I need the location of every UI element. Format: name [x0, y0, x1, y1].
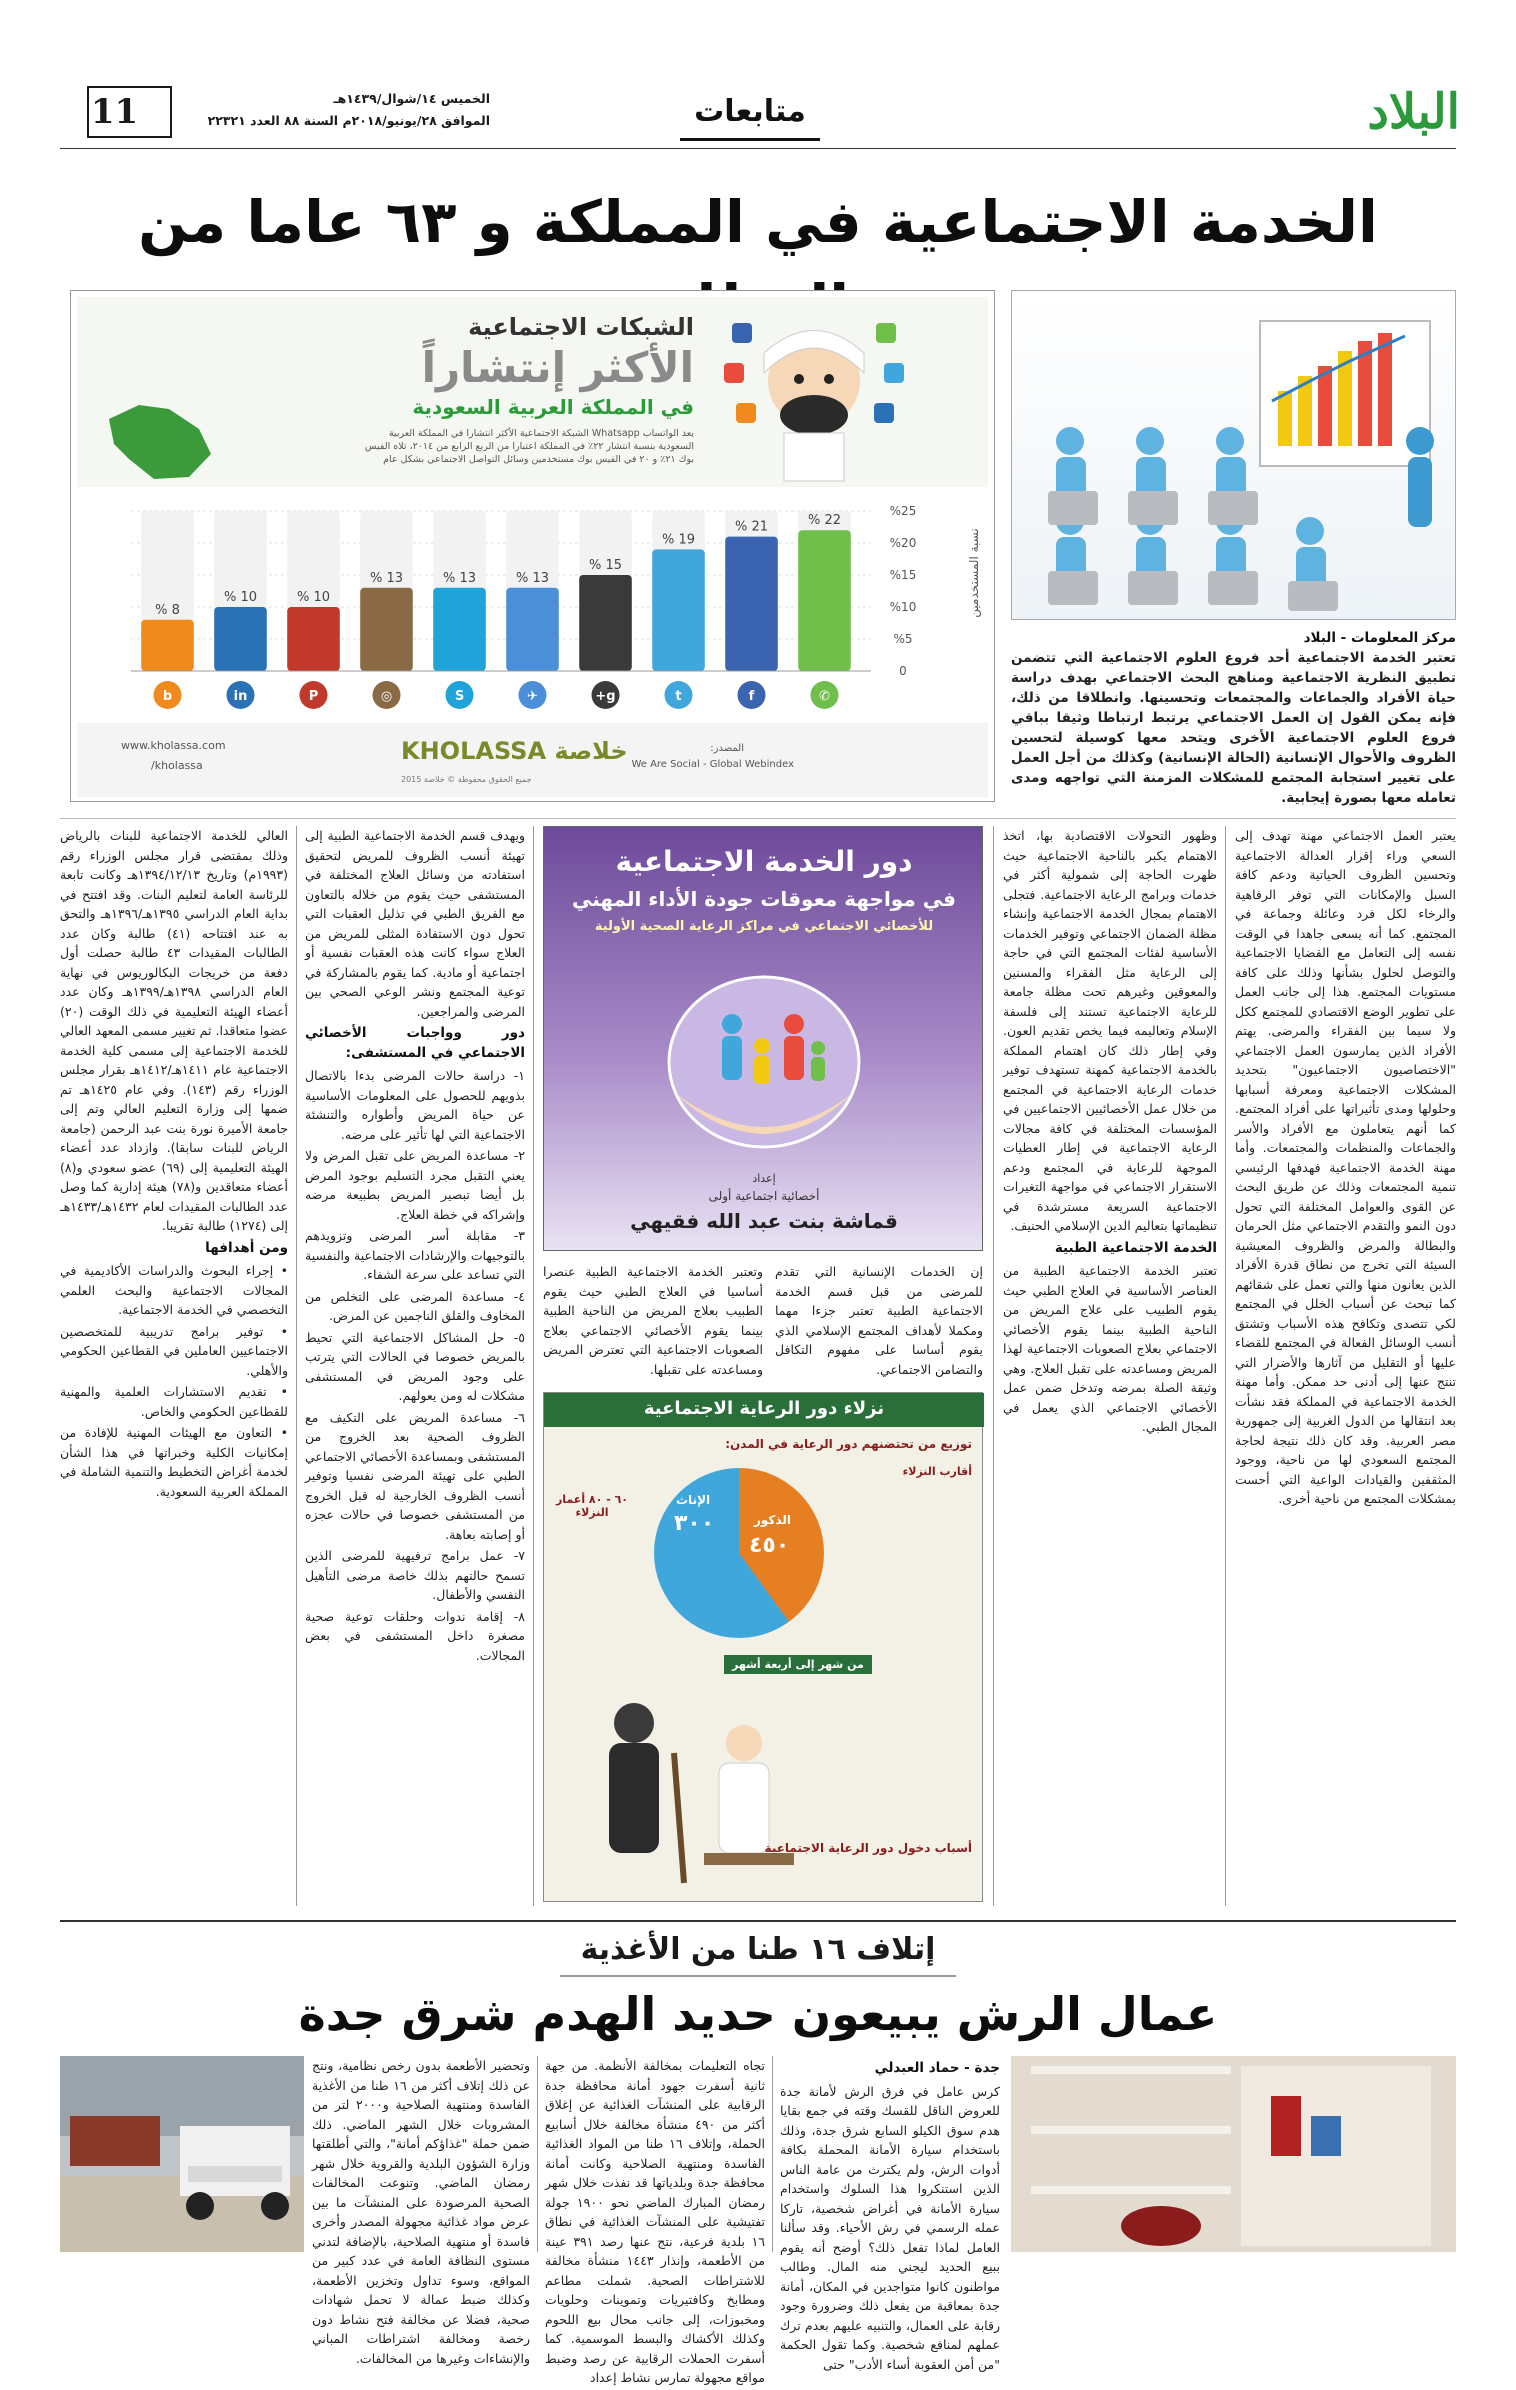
- divider-2: [993, 826, 994, 1906]
- main-byline: مركز المعلومات - البلاد: [1303, 630, 1456, 646]
- chart-data-label: 22 %: [807, 513, 842, 529]
- chart-data-label: 13 %: [369, 570, 404, 586]
- duty-item: ٦- مساعدة المريض على التكيف مع الظروف الصحية بعد الخروج من المستشفى وبمساعدة الأخصائي الاجتماعي الطبي على تهيئة المرضى نفسيا وتوفير أنسب الظروف الخارجية له قبل الخروج من المستشفى خصوصا في حالات عجزه أو إصابته بعاهة.: [305, 1409, 525, 1542]
- issue-date-line2: الموافق ٢٨/يونيو/٢٠١٨م السنة ٨٨ العدد ٢٢٣٢١: [207, 113, 490, 128]
- chart-y-tick: 0: [899, 664, 907, 678]
- medical-subhead: الخدمة الاجتماعية الطبية: [1054, 1239, 1217, 1256]
- chart-icon-glyph: P: [308, 689, 319, 704]
- chart-bar-twitter: [652, 549, 705, 671]
- main-col-5: [60, 826, 288, 1503]
- main-col-4: [305, 826, 525, 1667]
- second-col-2-text: تجاه التعليمات بمخالفة الأنظمة. من جهة ثانية أسفرت جهود أمانة محافظة جدة الرقابية على المنشآت الغذائية عن إغلاق أكثر من ٤٩٠ منشأة مخالفة خلال أسابيع الحملة، وإتلاف ١٦ طنا من المواد الغذائية الفاسدة ومنتهية الصلاحية وكانت أمانة محافظة جدة وبلدياتها قد نفذت خلال شهر رمضان المبارك الماضي نحو ١٩٠٠ جولة تفتيشية على المنشآت الغذائية في نطاق ١٦ بلدية فرعية، نتج عنها رصد ٣٩١ عينة من الأطعمة، وإنذار ١٤٤٣ منشأة مخالفة للاشتراطات الصحية. شملت مطاعم ومطابخ وكافتيريات وتموينات وحلويات ومخبوزات، إلى جانب محال بيع اللحوم وكذلك الأكشاك والبسط الموسمية. كما أسفرت الحملات الرقابية عن رصد وضبط مواقع مجهولة تمارس نشاط إعداد: [545, 2058, 766, 2385]
- infographic-title-2: الأكثر إنتشاراً: [421, 343, 694, 392]
- chart-y-tick: %15: [889, 568, 917, 582]
- main-col-2-text: وظهور التحولات الاقتصادية بها، اتخذ الاهتمام يكبر بالناحية الاجتماعية حيث ظهرت الحاجة إلى شمولية أكثر في خدمات وبرامج الرعاية الاجتماعية. فتجلى الاهتمام بمجال الخدمة الاجتماعية وإنشاء مظلة الضمان الاجتماعي وتوفير الخدمات الأساسية لفئات المجتمع التي في حاجة إلى الرعاية مثل الفقراء والمسنين والمعوقين وغيرهم تحت مظلة جامعة للرعاية الاجتماعية تستند إلى فلسفة الإسلام وتعاليمه فيما يخص تقديم العون. وفي إطار ذلك كان اهتمام المملكة بالخدمة الاجتماعية كمهنة تستهدف توفير خدمات الرعاية الاجتماعية في المجتمع من خلال عمل الأخصائيين الاجتماعيين في المؤسسات المختلفة في كافة مجالات الرعاية الاجتماعية في إطار العطيات الموجهة للرعاية في المجتمع ودعم الاستقرار الاجتماعي في مواجهة التغيرات الاجتماعية السريعة مسترشدة في تنظيماتها بتعاليم الدين الإسلامي الحنيف.: [1003, 828, 1217, 1233]
- chart-bar-pinterest: [287, 607, 340, 671]
- book-prep-label: إعداد: [752, 1172, 776, 1185]
- second-col-3: [312, 2056, 530, 2370]
- duty-item: ١- دراسة حالات المرضى بدءا بالاتصال بذويهم للحصول على المعلومات الأساسية عن حياة المريض وأطواره والتنشئة الاجتماعية التي لها تأثير على مرضه.: [305, 1068, 525, 1142]
- infographic-title-1: الشبكات الاجتماعية: [468, 313, 694, 341]
- chart-icon-glyph: f: [748, 689, 755, 704]
- chart-data-label: 15 %: [588, 558, 623, 573]
- book-title-3: للأخصائي الاجتماعي في مراكز الرعاية الصحية الأولية: [594, 919, 934, 934]
- second-kicker-rule: [560, 1975, 956, 1977]
- divider-1: [1225, 826, 1226, 1906]
- chart-icon-glyph: ◎: [380, 689, 393, 704]
- chart-bar-google-: [579, 575, 632, 671]
- main-headline: الخدمة الاجتماعية في المملكة و ٦٣ عاما من: [138, 188, 1378, 256]
- care-males-value: ٤٥٠: [749, 1533, 790, 1558]
- duty-item: ٥- حل المشاكل الاجتماعية التي تحيط بالمريض خصوصا في الحالات التي يترتب على وجود المريض في المستشفى مشكلات له ومن يعولهم.: [305, 1329, 525, 1403]
- presentation-photo: [1011, 290, 1456, 620]
- chart-data-label: 19 %: [661, 532, 696, 548]
- care-subtitle: توزيع من تحتضنهم دور الرعاية في المدن:: [725, 1437, 972, 1451]
- chart-data-label: 13 %: [515, 570, 550, 586]
- section-title: متابعات: [694, 94, 806, 129]
- chart-icon-glyph: in: [233, 689, 248, 704]
- goal-item-text: التعاون مع الهيئات المهنية للإفادة من إمكانيات الكلية وخبراتها في هذا الشأن لخدمة أغراض التخطيط والتنمية الشاملة في المملكة العربية السعودية.: [60, 1425, 288, 1499]
- chart-icon-glyph: ✈: [527, 689, 538, 704]
- divider-4: [296, 826, 297, 1906]
- goal-item-text: إجراء البحوث والدراسات الأكاديمية في المجالات الاجتماعية والبحث العلمي التخصصي في الخدمة الاجتماعية.: [60, 1263, 288, 1317]
- truck-illustration: [60, 2056, 304, 2252]
- goal-item: • توفير برامج تدريبية للمتخصصين الاجتماعيين العاملين في القطاعين الحكومي والأهلي.: [60, 1323, 288, 1378]
- goal-item: • إجراء البحوث والدراسات الأكاديمية في المجالات الاجتماعية والبحث العلمي التخصصي في الخدمة الاجتماعية.: [60, 1263, 288, 1317]
- chart-icon-glyph: S: [454, 689, 465, 704]
- goal-item-text: تقديم الاستشارات العلمية والمهنية للقطاعين الحكومي والخاص.: [60, 1384, 288, 1419]
- main-col-4-text: ويهدف قسم الخدمة الاجتماعية الطبية إلى تهيئة أنسب الظروف للمريض لتحقيق استفادته من وسائل العلاج المختلفة في المستشفى حيث يقوم من خلاله بالتعاون مع الفريق الطبي في تذليل العقبات التي تحول دون الاستفادة المثلى للمريض من العلاج سواء كانت هذه العقبات نفسية أو اجتماعية أو مادية. كما يقوم بالمشاركة في توعية المجتمع ونشر الوعي الصحي بين المرضى والمراجعين.: [305, 828, 525, 1019]
- page-number: 11: [90, 92, 139, 132]
- goals-subhead: ومن أهدافها: [205, 1239, 288, 1256]
- chart-bar-messenger: [506, 588, 559, 671]
- infographic-website: www.kholassa.com: [121, 739, 226, 752]
- care-males-label: الذكور: [754, 1513, 791, 1527]
- storage-photo: [1011, 2056, 1456, 2252]
- chart-icon-glyph: b: [162, 689, 173, 704]
- issue-date: [170, 88, 490, 132]
- presentation-illustration: [1010, 291, 1455, 621]
- duty-item: ٤- مساعدة المرضى على التخلص من المخاوف والقلق الناجمين عن المرض.: [305, 1288, 525, 1323]
- second-byline: جدة - حماد العبدلي: [874, 2060, 1000, 2076]
- book-title-2: في مواجهة معوقات جودة الأداء المهني: [571, 887, 957, 911]
- second-kicker: إتلاف ١٦ طنا من الأغذية: [580, 1932, 936, 1967]
- care-females-value: ٣٠٠: [674, 1511, 715, 1536]
- chart-y-tick: %25: [889, 504, 917, 518]
- second-col-3-text: وتحضير الأطعمة بدون رخص نظامية، ونتج عن ذلك إتلاف أكثر من ١٦ طنا من الأغذية الفاسدة ومنتهية الصلاحية و٢٠٠٠ لتر من المشروبات خلال الشهر الماضي. ذلك ضمن حملة "غذاؤكم أمانة"، والتي أطلقتها وزارة الشؤون البلدية والقروية خلال شهر رمضان الماضي. وتنوعت المخالفات الصحية المرصودة على المنشآت ما بين عرض مواد غذائية مجهولة المصدر وأخرى فاسدة أو منتهية الصلاحية، بالإضافة لتدني مستوى النظافة العامة في عدد كبير من المواقع، وسوء تداول وتخزين الأطعمة، وكذلك ضبط عمالة لا تحمل شهادات صحية، فضلا عن مخالفة فتح نشاط دون رخصة ومخالفة اشتراطات المباني والإنشاءات وغيرها من المخالفات.: [312, 2058, 530, 2366]
- book-title-1: دور الخدمة الاجتماعية: [615, 845, 913, 878]
- goal-item: • تقديم الاستشارات العلمية والمهنية للقطاعين الحكومي والخاص.: [60, 1384, 288, 1419]
- main-col-2-text-b: تعتبر الخدمة الاجتماعية الطبية من العناصر الأساسية في العلاج الطبي حيث يقوم الطبيب على علاج المريض من الناحية الطبية بينما يقوم الأخصائي الاجتماعي بعلاج الصعوبات الاجتماعية لهذا المريض ومساعدته على تقبل العلاج. وهي وثيقة الصلة بمرضه وتدخل ضمن عمل الأخصائي الاجتماعي الذي يعمل في المجال الطبي.: [1003, 1263, 1217, 1434]
- chart-bar-whatsapp: [798, 530, 851, 671]
- elderly-illustration: [564, 1683, 824, 1893]
- care-relatives-label: أقارب النزلاء: [902, 1465, 972, 1478]
- infographic-copyright: جميع الحقوق محفوظة © خلاصة 2015: [401, 775, 532, 784]
- chart-data-label: 13 %: [442, 570, 477, 586]
- book-author: قماشة بنت عبد الله فقيهي: [630, 1209, 898, 1233]
- infographic-social-handle: /kholassa: [151, 759, 203, 772]
- chart-bar-instagram: [360, 588, 413, 671]
- saudi-map: [99, 399, 219, 485]
- infographic-title-3: في المملكة العربية السعودية: [412, 395, 694, 419]
- section-rule-1: [60, 818, 1456, 819]
- second-col-1-text: كرس عامل في فرق الرش لأمانة جدة للعروض الناقل للقسك وقته في جمع بقايا هدم سوق الكيلو السابع شرق جدة، وذلك باستخدام سيارة الأمانة المحملة بكافة أدوات الرش، ولم يكترث من عامة الناس الذين استنكروا هذا السلوك واستخدام سيارة الأمانة في أغراض شخصية، تاركا عمله الرسمي في رش الأحياء. وقد سألنا العامل لماذا تفعل ذلك؟ أوضح أنه يقوم ببيع الحديد ليجني منه المال. وطالب مواطنون كانوا متواجدين في المكان، أمانة جدة بمعاقبة من يفعل ذلك وضرورة وجود رقابة على العمال، والتنبيه عليهم بعدم ترك عملهم لمنافع شخصية. وكما تقول الحكمة "من أمن العقوبة أساء الأدب" حتى: [780, 2083, 1000, 2372]
- chart-bar-facebook: [725, 537, 778, 671]
- chart-y-tick: %10: [889, 600, 917, 614]
- divider-6: [537, 2056, 538, 2252]
- infographic-description: يعد الواتساب Whatsapp الشبكة الاجتماعية الأكثر انتشارا في المملكة العربية السعودية بنسبة انتشار ٢٢٪ في المملكة اعتبارا من الربع الرابع من ٢٠١٤، تلاه الفيس بوك ٢١٪ و ٢٠ في الفيس بوك مستخدمين وسائل التواصل الاجتماعي بشكل عام: [364, 428, 694, 465]
- care-reasons-label: أسباب دخول دور الرعاية الاجتماعية: [764, 1841, 972, 1855]
- chart-axis-label: نسبة المستخدمين: [967, 528, 981, 618]
- truck-photo: [60, 2056, 304, 2252]
- storage-illustration: [1011, 2056, 1456, 2252]
- section-underline: [680, 138, 820, 141]
- goal-item: • التعاون مع الهيئات المهنية للإفادة من إمكانيات الكلية وخبراتها في هذا الشأن لخدمة أغراض التخطيط والتنمية الشاملة في المملكة العربية السعودية.: [60, 1425, 288, 1499]
- main-lead-text: تعتبر الخدمة الاجتماعية أحد فروع العلوم الاجتماعية التي تتضمن تطبيق النظرية الاجتماعية ومناهج البحث الاجتماعي بهدف دراسة حياة الأفراد والجماعات والمجتمعات وتحسينها. وانطلاقا من ذلك، فإنه يمكن القول إن العمل الاجتماعي يرتبط ارتباطا وثيقا بباقي فروع العلوم الاجتماعية الأخرى ويتحد معها كوسيلة لتحسين الظروف والأحوال الإنسانية (الحالة الإنسانية) وكذلك من أجل العمل على تغيير استجابة المجتمع للمشكلات المزمنة التي تواجهه ومدى تعامله معها بصورة إيجابية.: [1011, 650, 1456, 806]
- masthead-rule: [60, 148, 1456, 149]
- chart-data-label: 10 %: [223, 590, 258, 605]
- duties-subhead: دور وواجبات الأخصائي الاجتماعي في المستشفى:: [305, 1025, 525, 1061]
- second-col-2: [545, 2056, 765, 2390]
- duty-item: ٨- إقامة ندوات وحلقات توعية صحية مصغرة داخل المستشفى في بعض المجالات.: [305, 1608, 525, 1663]
- divider-3: [533, 826, 534, 1906]
- chart-bar-blogger: [141, 620, 194, 671]
- social-infographic: [70, 290, 995, 802]
- masthead: [60, 80, 1460, 146]
- chart-icon-glyph: t: [675, 689, 682, 704]
- chart-data-label: 8 %: [155, 602, 180, 618]
- chart-bar-linkedin: [214, 607, 267, 671]
- chart-icon-glyph: ✆: [819, 689, 830, 704]
- main-col-3b-text: وتعتبر الخدمة الاجتماعية الطبية عنصرا أساسيا في العلاج الطبي حيث يقوم الطبيب بعلاج المريض من الناحية الطبية بينما يقوم الأخصائي الاجتماعي بعلاج الصعوبات الاجتماعية التي تعترض المريض ومساعدته على تقبلها.: [543, 1264, 763, 1377]
- duty-item: ٧- عمل برامج ترفيهية للمرضى الذين تسمح حالتهم بذلك خاصة مرضى التأهيل النفسي والأطفال.: [305, 1548, 525, 1602]
- infographic-source-label: المصدر:: [710, 743, 744, 754]
- second-headline: عمال الرش يبيعون حديد الهدم شرق جدة: [298, 1987, 1218, 2041]
- social-bar-chart: [71, 491, 996, 721]
- newspaper-logo: البلاد: [1367, 84, 1460, 140]
- chart-icon-glyph: g+: [595, 689, 616, 704]
- care-visits-label: من شهر إلى أربعة أشهر: [724, 1655, 872, 1674]
- goal-item-text: توفير برامج تدريبية للمتخصصين الاجتماعيين العاملين في القطاعين الحكومي والأهلي.: [60, 1323, 288, 1378]
- section-rule-2: [60, 1920, 1456, 1922]
- chart-y-tick: %5: [893, 632, 913, 646]
- care-title: نزلاء دور الرعاية الاجتماعية: [643, 1398, 885, 1419]
- book-prep-role: أخصائية اجتماعية أولى: [708, 1189, 820, 1203]
- main-col-2: [1003, 826, 1217, 1439]
- duty-item: ٣- مقابلة أسر المرضى وتزويدهم بالتوجيهات والإرشادات الاجتماعية والنفسية التي تساعد على سرعة الشفاء.: [305, 1228, 525, 1282]
- main-col-1: [1235, 826, 1456, 1511]
- duty-item: ٢- مساعدة المريض على تقبل المرض ولا يعني التقبل مجرد التسليم بوجود المرض بل أيضا تبصير المريض بطبيعة مرضه وإشراكه في خطة العلاج.: [305, 1148, 525, 1222]
- main-col-3b: [543, 1262, 763, 1381]
- main-col-1-text: يعتبر العمل الاجتماعي مهنة تهدف إلى السعي وراء إقرار العدالة الاجتماعية وتحسين الظروف الحياتية ودعم كافة السبل والإمكانات التي توفر الرفاهية والرخاء لكل فرد وعائلة وجماعة في المجتمع. كما أنه يسعى جاهدا في الوقت نفسه إلى التعامل مع القضايا الاجتماعية والتوصل لحلول بشأنها وذلك على كافة مستويات المجتمع. هذا إلى جانب العمل على تطوير الوضع الاقتصادي للمجتمع ككل ولا سيما بين الفقراء والمرضى. يهتم الأفراد الذين يمارسون العمل الاجتماعي "الاختصاصيون الاجتماعيون" بتحديد المشكلات الاجتماعية ومعرفة أسبابها وحلولها ومدى تأثيراتها على أفراد المجتمع. كما أنهم يتعاملون مع الأفراد والأسر والجماعات والمنظمات والمجتمعات. وأما مهنة الخدمة الاجتماعية فهدفها الرئيسي تنمية المجتمعات وذلك عن طريق البحث عن القوى والعوامل المختلفة التي تحول دون النمو والتقدم الاجتماعي مثل الحرمان والبطالة والمرض والظروف المعيشية السيئة التي تخرج من نطاق قدرة الأفراد الذين يعانون منها والتي تعمل على شقائهم كما تبحث عن أسباب الخلل في المجتمع لكي تتصدى وتكافح هذه الأسباب وتشتق أنسب الوسائل الفعالة في المجتمع للقضاء عليها أو التقليل من آثارها والأضرار التي تنتج عنها إلى أدنى حد ممكن. وأما مهنة الخدمة الاجتماعية في المملكة فقد نشأت بعد انتقالها من الدول الغربية إلى جمهورية مصر العربية. وقد كان ذلك نتيجة لحاجة المجتمع السعودي لها من ناحية، ووجود المثقفين والقيادات الواعية التي أحست بمشكلات المجتمع من ناحية أخرى.: [1235, 828, 1456, 1506]
- cartoon-figure: [704, 303, 924, 483]
- chart-data-label: 21 %: [734, 519, 769, 535]
- second-col-1: [780, 2056, 1000, 2376]
- care-infographic: [543, 1392, 983, 1902]
- main-col-3a: [775, 1262, 983, 1381]
- kholassa-brand: خلاصة KHOLASSA: [401, 737, 628, 765]
- issue-date-line1: الخميس ١٤/شوال/١٤٣٩هـ: [333, 91, 490, 106]
- main-lead: [1011, 628, 1456, 808]
- chart-data-label: 10 %: [296, 590, 331, 605]
- chart-bar-skype: [433, 588, 486, 671]
- care-females-label: الإناث: [676, 1493, 711, 1507]
- main-col-3a-text: إن الخدمات الإنسانية التي تقدم للمرضى من قبل قسم الخدمة الاجتماعية الطبية تعتبر جزءا مهما ومكملا لأهداف المجتمع الإسلامي الذي يقوم أساسا على مفهوم التكافل والتضامن الاجتماعي.: [775, 1264, 983, 1377]
- divider-5: [772, 2056, 773, 2252]
- main-col-5-text: العالي للخدمة الاجتماعية للبنات بالرياض وذلك بمقتضى قرار مجلس الوزراء رقم (١٩٩٣م) وتاريخ ١٣٩٤/١٢/١٣هـ وكانت تابعة للرئاسة العامة لتعليم البنات. وقد افتتح في بداية العام الدراسي ١٣٩٥هـ/١٣٩٦هـ والتحق به عند افتتاحه (٤١) طالبة وكان عدد الطالبات المقيدات ٤٣ طالبة حصلت أول دفعة من خريجات البكالوريوس في نهاية العام الدراسي ١٣٩٨هـ/١٣٩٩هـ وكان عدد أعضاء الهيئة التعليمية في ذلك الوقت (٢٠) عضوا متعاقدا. ثم تغيير مسمى المعهد العالي للخدمة الاجتماعية إلى مسمى كلية الخدمة الاجتماعية عام ١٤١١هـ/١٤١٢هـ بقرار مجلس الوزراء رقم (١٤٣). وفي عام ١٤٢٥هـ تم ضمها إلى وزارة التعليم العالي وتم إلى جامعة الأميرة نورة بنت عبد الرحمن (جامعة الرياض للبنات سابقا). وازداد عدد أعضاء الهيئة التعليمية إلى (٦٩) عضو سعودي و(٨) أعضاء متعاقدين و(٧٨) هيئة إدارية كما وصل عدد الطالبات المقيدات لعام ١٤٣٢هـ/١٤٣٣هـ إلى (١٢٧٤) طالبة تقريبا.: [60, 828, 289, 1233]
- care-age-label: ٦٠ - ٨٠ أعمار النزلاء: [555, 1493, 629, 1519]
- infographic-source: We Are Social - Global Webindex: [631, 759, 794, 770]
- book-cover: [543, 826, 983, 1251]
- chart-y-tick: %20: [889, 536, 917, 550]
- family-hands-illustration: [654, 962, 874, 1162]
